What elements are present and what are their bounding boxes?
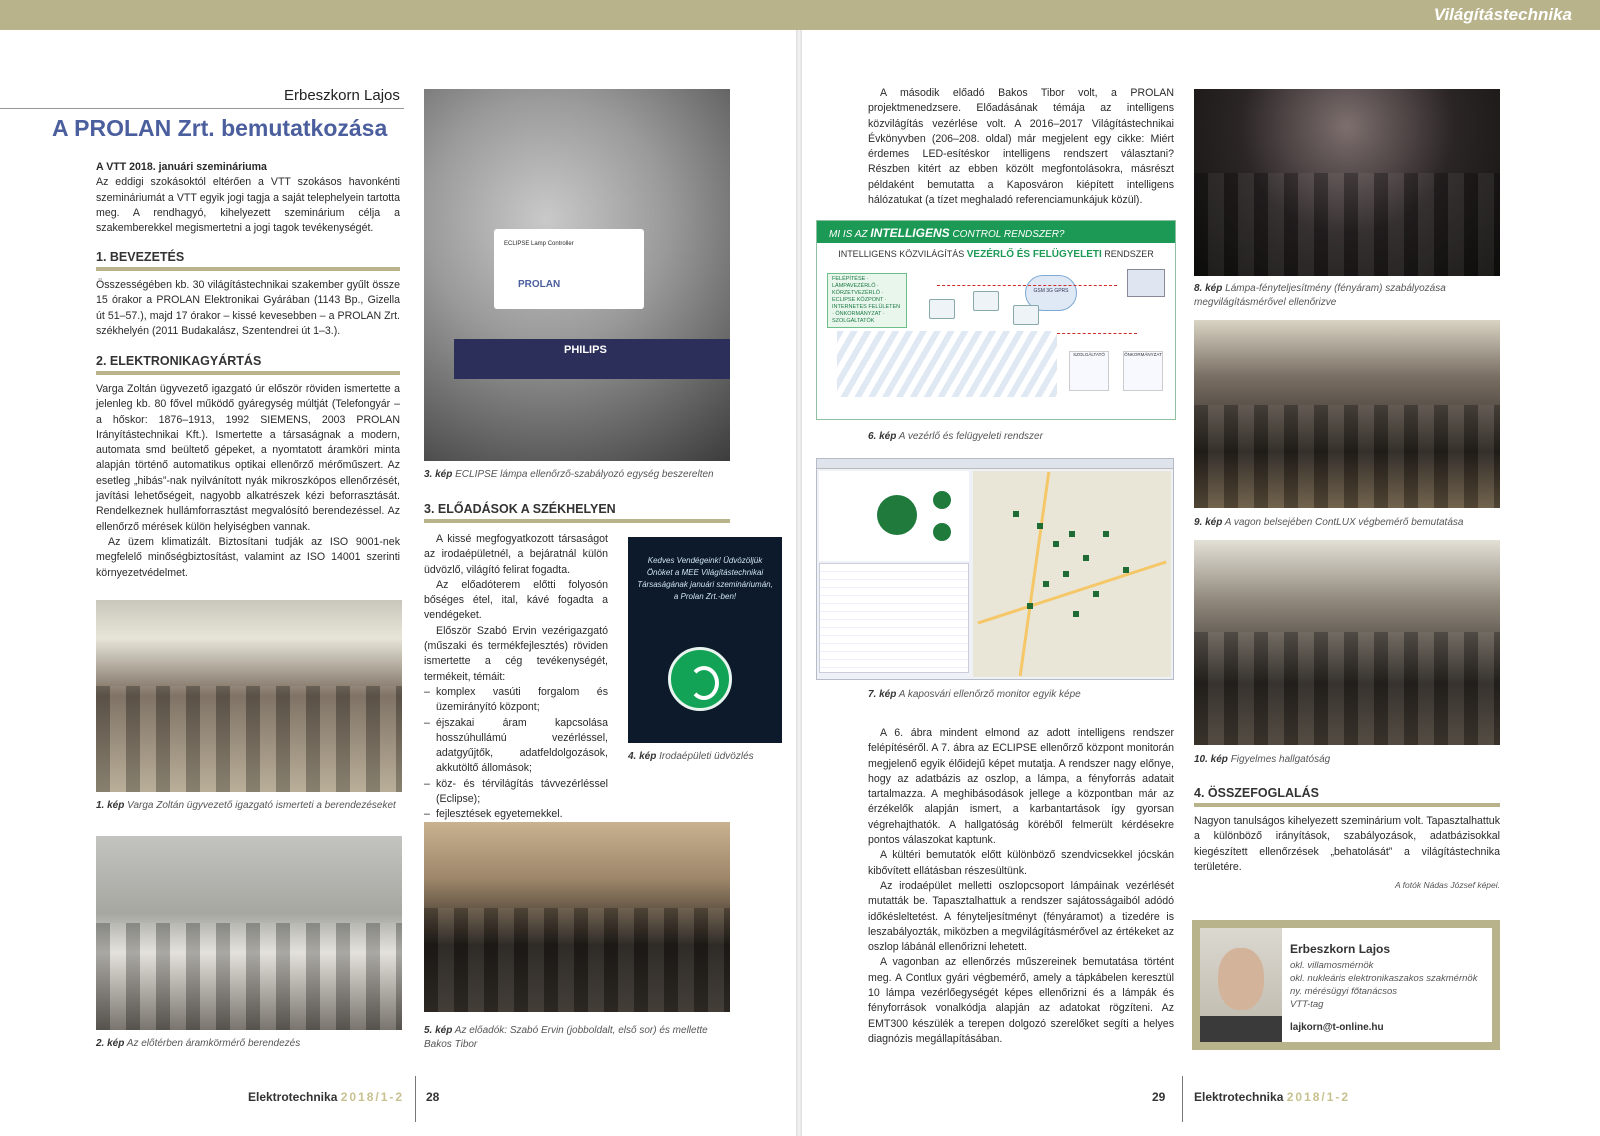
diagram-head-prefix: MI IS AZ bbox=[829, 229, 868, 240]
caption-10-text: Figyelmes hallgatóság bbox=[1230, 754, 1331, 765]
footer-left bbox=[248, 1090, 404, 1104]
author-title-1: okl. villamosmérnök bbox=[1290, 960, 1374, 971]
heading-s3: 3. ELŐADÁSOK A SZÉKHELYEN bbox=[424, 502, 730, 523]
s3-list bbox=[424, 685, 608, 823]
map-point bbox=[1053, 541, 1059, 547]
s3-p1: A kissé megfogyatkozott társaságot az irodaépületnél, a bejáratnál külön üdvözlő, világító felirat fogadta. bbox=[424, 533, 608, 576]
caption-1-text: Varga Zoltán ügyvezető igazgató ismerteti a berendezéseket bbox=[127, 800, 396, 811]
diagram-subtitle bbox=[817, 249, 1175, 260]
photo-10-audience bbox=[1194, 540, 1500, 745]
s3-list-item: – komplex vasúti forgalom és üzemirányító központ; bbox=[424, 685, 608, 716]
monitor-event-table bbox=[819, 563, 969, 673]
monitor-pie-chart bbox=[933, 523, 951, 541]
diagram-box-provider-label: SZOLGÁLTATÓ bbox=[1073, 352, 1105, 357]
prolan-logo: PROLAN bbox=[518, 279, 561, 290]
s3-p3: Először Szabó Ervin vezérigazgató (műszaki és termékfejlesztés) röviden ismertette a cég tevékenységét, termékeit, témáit: bbox=[424, 624, 608, 683]
caption-9 bbox=[1194, 516, 1500, 530]
map-road bbox=[977, 560, 1166, 624]
philips-label: PHILIPS bbox=[564, 344, 607, 356]
figure-6-diagram bbox=[816, 220, 1176, 420]
caption-6-num: 6. kép bbox=[868, 431, 897, 442]
section-brand: Világítástechnika bbox=[1433, 5, 1572, 24]
diagram-node bbox=[1013, 305, 1039, 325]
map-point bbox=[1027, 603, 1033, 609]
diagram-sub-bold: VEZÉRLŐ ÉS FELÜGYELETI bbox=[966, 249, 1102, 260]
footer-issue-left: 2018/1-2 bbox=[340, 1090, 405, 1104]
article-title: A PROLAN Zrt. bemutatkozása bbox=[52, 115, 388, 141]
s2-p2: Az üzem klimatizált. Biztosítani tudják az ISO 9001-nek megfelelő minőségbiztosítást, valamint az ISO 14001 szerinti környezetvédelmet. bbox=[96, 535, 400, 579]
caption-4 bbox=[628, 750, 788, 764]
author-box bbox=[1192, 920, 1500, 1050]
map-point bbox=[1069, 531, 1075, 537]
author-face-shape bbox=[1218, 948, 1264, 1010]
diagram-node bbox=[973, 291, 999, 311]
author-box-name: Erbeszkorn Lajos bbox=[1290, 942, 1391, 956]
intro-text: Az eddigi szokásoktól eltérően a VTT szokásos havonkénti szemináriumát a VTT egyik jogi tagja a saját telephelyein tartotta meg. A rendhagyó, kihelyezett szeminárium célja a szakemberekkel megismertetni a jogi tagok tevékenységét. bbox=[96, 176, 400, 235]
caption-4-text: Irodaépületi üdvözlés bbox=[659, 751, 754, 762]
caption-10-num: 10. kép bbox=[1194, 754, 1228, 765]
s1-text-block bbox=[96, 278, 400, 339]
photo-8-crowd bbox=[1194, 173, 1500, 276]
header-band bbox=[0, 0, 1600, 30]
author-email: lajkorn@t-online.hu bbox=[1290, 1022, 1384, 1033]
caption-3-num: 3. kép bbox=[424, 469, 453, 480]
page-number-right: 29 bbox=[1152, 1090, 1166, 1104]
monitor-icon bbox=[1127, 269, 1165, 297]
caption-3-text: ECLIPSE lámpa ellenőrző-szabályozó egység beszerelten bbox=[455, 469, 714, 480]
monitor-map bbox=[973, 471, 1171, 677]
page-gutter bbox=[796, 30, 802, 1136]
right-p3: A kültéri bemutatók előtt különböző szendvicsekkel jócskán kibővített ellátásban részesültünk. bbox=[868, 849, 1174, 877]
caption-3 bbox=[424, 468, 730, 482]
s3-text-block bbox=[424, 532, 608, 823]
diagram-sub-prefix: INTELLIGENS KÖZVILÁGÍTÁS bbox=[838, 249, 965, 259]
right-p1: A második előadó Bakos Tibor volt, a PROLAN projektmenedzsere. Előadásának témája az intelligens közvilágítás vezérlése volt. A 2016–2017 Világítástechnikai Évkönyvben (206–208. oldal) már megjelent egy cikke: Miért érdemes LED-esítéskor intelligens rendszert választani? Részben kitért az ebben közölt megfontolásokra, másrészt példaként bemutatta a Kaposváron kiépített intelligens hálózatukat (a tízet meghaladó referenciamunkájuk közül). bbox=[868, 87, 1174, 207]
diagram-link bbox=[937, 285, 1117, 286]
map-point bbox=[1013, 511, 1019, 517]
photo-3-lamp-controller bbox=[424, 89, 730, 461]
page-number-left: 28 bbox=[426, 1090, 440, 1104]
monitor-pie-chart bbox=[877, 495, 917, 535]
diagram-cloud: GSM 3G GPRS bbox=[1025, 275, 1077, 311]
author-box-inner bbox=[1200, 928, 1492, 1042]
diagram-head-bold: INTELLIGENS bbox=[870, 226, 950, 240]
photo-4-welcome bbox=[628, 537, 782, 743]
map-point bbox=[1063, 571, 1069, 577]
right-p2: A 6. ábra mindent elmond az adott intelligens rendszer felépítéséről. A 7. ábra az ECLIPSE ellenőrző központ monitorán megjelenő egyik élőidejű képet mutatja. A rendszer nagy előnye, hogy az adatbázis az oszlop, a lámpa, a fényforrás adatait tartalmazza. A meghibásodások jellege a központban már az érzékelők alapján ismert, a karbantartások így gyorsan végrehajthatók. A hallgatóság köréből felmerült kérdésekre pontos válaszokat kaptunk. bbox=[868, 727, 1174, 847]
footer-divider-left bbox=[415, 1076, 416, 1122]
diagram-link bbox=[1057, 333, 1137, 334]
photo-8-night-measurement bbox=[1194, 89, 1500, 276]
caption-8-num: 8. kép bbox=[1194, 283, 1223, 294]
caption-6 bbox=[868, 430, 1168, 444]
diagram-road-illustration bbox=[837, 331, 1057, 397]
author-title-4: VTT-tag bbox=[1290, 999, 1324, 1010]
photo-5-audience bbox=[424, 908, 730, 1013]
caption-5 bbox=[424, 1024, 730, 1052]
caption-6-text: A vezérlő és felügyeleti rendszer bbox=[898, 431, 1043, 442]
monitor-toolbar bbox=[817, 459, 1173, 469]
map-point bbox=[1083, 555, 1089, 561]
s3-list-item: – éjszakai áram kapcsolása hosszúhullámú vezérléssel, adatgyűjtők, adatfeldolgozások, akkutöltő állomások; bbox=[424, 716, 608, 777]
s4-text: Nagyon tanulságos kihelyezett szeminárium volt. Tapasztalhattuk a különböző irányítások, szabályozások, adatbázisokkal kiegészített ellenőrzések „behatolását” a világítástechnika területére. bbox=[1194, 815, 1500, 873]
monitor-status-panel bbox=[819, 471, 969, 561]
map-point bbox=[1073, 611, 1079, 617]
photo-credit: A fotók Nádas József képei. bbox=[1394, 880, 1500, 890]
caption-7 bbox=[868, 688, 1168, 702]
s3-p2: Az előadóterem előtti folyosón bőséges étel, ital, kávé fogadta a vendégeket. bbox=[424, 578, 608, 622]
caption-2-num: 2. kép bbox=[96, 1038, 125, 1049]
diagram-box-municipality bbox=[1123, 351, 1163, 391]
photo-2-equipment bbox=[96, 836, 402, 1030]
diagram-box-municipality-label: ÖNKORMÁNYZAT bbox=[1124, 352, 1162, 357]
map-point bbox=[1123, 567, 1129, 573]
controller-label: ECLIPSE Lamp Controller bbox=[504, 241, 574, 247]
caption-7-num: 7. kép bbox=[868, 689, 897, 700]
caption-2 bbox=[96, 1037, 402, 1051]
footer-magazine-right: Elektrotechnika bbox=[1194, 1090, 1284, 1104]
caption-9-text: A vagon belsejében ContLUX végbemérő bemutatása bbox=[1224, 517, 1464, 528]
caption-7-text: A kaposvári ellenőrző monitor egyik képe bbox=[898, 689, 1081, 700]
diagram-box-provider bbox=[1069, 351, 1109, 391]
author-title-2: okl. nukleáris elektronikaszakos szakmérnök bbox=[1290, 973, 1478, 984]
caption-8-text: Lámpa-fényteljesítmény (fényáram) szabályozása megvilágításmérővel ellenőrizve bbox=[1194, 283, 1446, 308]
photo-2-crowd bbox=[96, 923, 402, 1030]
map-road bbox=[1019, 472, 1051, 676]
intro-lead: A VTT 2018. januári szemináriuma bbox=[96, 161, 267, 173]
intro-block bbox=[96, 160, 400, 236]
caption-10 bbox=[1194, 753, 1500, 767]
right-p4: Az irodaépület melletti oszlopcsoport lámpáinak vezérlését mutatták be. Tapasztalhattuk a rendszer sajátosságaiból adódó időkésleltetést. A fényteljesítményt (fényáramot) a tizedére is leszabályozták, miközben a megvilágításmérővel az értékeket az oszlop lábánál ellenőrizni lehetett. bbox=[868, 879, 1174, 954]
photo-9-crowd bbox=[1194, 405, 1500, 508]
caption-4-num: 4. kép bbox=[628, 751, 657, 762]
map-point bbox=[1103, 531, 1109, 537]
s2-text-block bbox=[96, 382, 400, 581]
photo-9-wagon bbox=[1194, 320, 1500, 508]
footer-magazine-left: Elektrotechnika bbox=[248, 1090, 338, 1104]
map-point bbox=[1037, 523, 1043, 529]
author-portrait bbox=[1200, 928, 1282, 1042]
welcome-text: Kedves Vendégeink! Üdvözöljük Önöket a MEE Világítástechnikai Társaságának januári szemináriumán, a Prolan Zrt.-ben! bbox=[637, 556, 773, 601]
map-point bbox=[1043, 581, 1049, 587]
diagram-header bbox=[817, 221, 1175, 243]
map-point bbox=[1093, 591, 1099, 597]
monitor-pie-chart bbox=[933, 491, 951, 509]
heading-s2: 2. ELEKTRONIKAGYÁRTÁS bbox=[96, 354, 400, 375]
diagram-head-suffix: CONTROL RENDSZER? bbox=[952, 229, 1065, 240]
title-rule bbox=[0, 108, 404, 109]
footer-divider-right bbox=[1182, 1076, 1183, 1122]
caption-1-num: 1. kép bbox=[96, 800, 125, 811]
prolan-logo-icon bbox=[668, 647, 732, 711]
photo-10-crowd bbox=[1194, 632, 1500, 745]
article-author: Erbeszkorn Lajos bbox=[284, 87, 400, 104]
s1-text: Összességében kb. 30 világítástechnikai szakember gyűlt össze 15 órakor a PROLAN Elektronikai Gyárában (1143 Bp., Gizella út 51–57.), majd 17 órakor – kissé kevesebben – a PROLAN Zrt. székhelyén (2011 Budakalász, Szentendrei út 1–3.). bbox=[96, 279, 400, 337]
caption-9-num: 9. kép bbox=[1194, 517, 1223, 528]
s2-p1: Varga Zoltán ügyvezető igazgató úr először röviden ismertette a jelenleg kb. 80 fővel működő gyáregység múltját (Telefongyár – a hőskor: 1876–1913, 1992 SIEMENS, 2003 PROLAN Irányítástechnikai Kft.). Ismertette a társaságnak a modern, automata smd beültető gépeket, a nyomtatott áramköri minta alapján történő automatikus optikai ellenőrző mérőműszert. Az esetleg „hibás”-nak nyilvánított nyák mikroszkópos ellenőrzését, javítási lehetőségeit, nagyobb alkatrészek kézi beforrasztását. Rendelkeznek hullámforrasztást megvalósító berendezéssel. Az ellenőrző mérések külön helyiségben vannak. bbox=[96, 383, 400, 533]
author-box-titles bbox=[1290, 959, 1477, 1011]
diagram-structure-list: FELÉPÍTÉSE · LÁMPAVEZÉRLŐ · KÖRZETVEZÉRLŐ · ECLIPSE KÖZPONT · INTERNETES FELÜLETEN · ÖNKORMÁNYZAT · SZOLGÁLTATÓK bbox=[827, 273, 907, 328]
caption-8 bbox=[1194, 282, 1500, 310]
figure-7-monitor bbox=[816, 458, 1174, 680]
s3-list-item: – fejlesztések egyetemekkel. bbox=[424, 807, 608, 822]
right-intro-block bbox=[868, 86, 1174, 208]
diagram-node bbox=[929, 299, 955, 319]
caption-5-num: 5. kép bbox=[424, 1025, 453, 1036]
heading-s4: 4. ÖSSZEFOGLALÁS bbox=[1194, 786, 1500, 807]
right-body-block bbox=[868, 726, 1174, 1047]
diagram-sub-suffix: RENDSZER bbox=[1104, 249, 1154, 259]
footer-right bbox=[1194, 1090, 1350, 1104]
right-p5: A vagonban az ellenőrzés műszereinek bemutatása történt meg. A Contlux gyári végbemérő, amely a tápkábelen keresztül 10 lámpa vezérlőegységét képes ellenőrizni és a lámpák és fényforrások vonalkódja alapján az adatokat rögzíteni. Az EMT300 készülék a terepen dolgozó szerelőket segíti a helyes diagnózis megállapításában. bbox=[868, 956, 1174, 1045]
photo-1-crowd bbox=[96, 686, 402, 792]
author-title-3: ny. mérésügyi főtanácsos bbox=[1290, 986, 1398, 997]
s3-list-item: – köz- és térvilágítás távvezérléssel (Eclipse); bbox=[424, 777, 608, 808]
heading-s1: 1. BEVEZETÉS bbox=[96, 250, 400, 271]
caption-2-text: Az előtérben áramkörmérő berendezés bbox=[126, 1038, 301, 1049]
photo-1-factory bbox=[96, 600, 402, 792]
photo-5-lecturers bbox=[424, 822, 730, 1012]
author-jacket bbox=[1200, 1016, 1282, 1042]
caption-1 bbox=[96, 799, 402, 813]
caption-5-text: Az előadók: Szabó Ervin (jobboldalt, első sor) és mellette Bakos Tibor bbox=[424, 1025, 708, 1050]
footer-issue-right: 2018/1-2 bbox=[1286, 1090, 1351, 1104]
s4-text-block bbox=[1194, 814, 1500, 875]
